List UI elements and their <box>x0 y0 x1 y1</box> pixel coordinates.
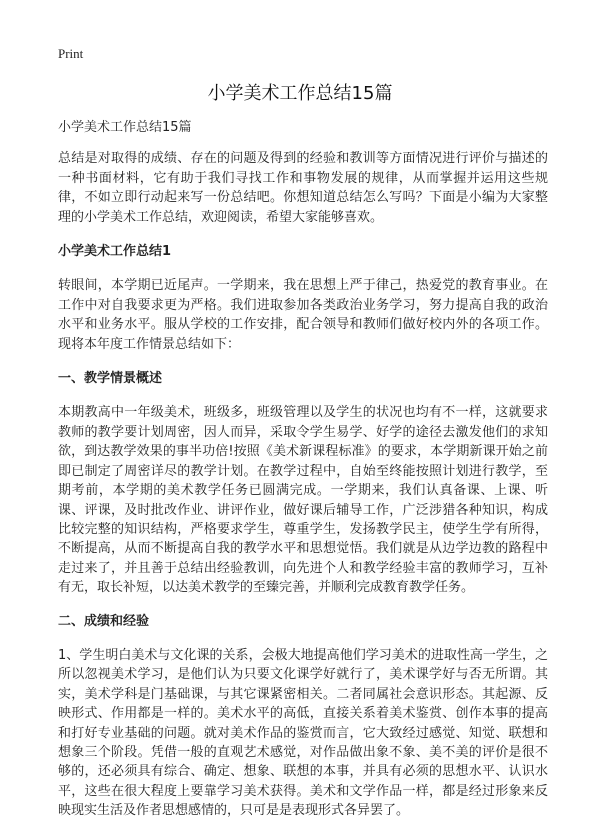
subsection-heading-overview: 一、教学情景概述 <box>58 371 163 387</box>
subsection-heading-achievements: 二、成绩和经验 <box>58 613 150 629</box>
intro-paragraph: 总结是对取得的成绩、存在的问题及得到的经验和教训等方面情况进行评价与描述的一种书面材料，它有助于我们寻找工作和事物发展的规律，从而掌握并运用这些规律，不如立即行动起来写一份总结吧。你想知道总结怎么写吗？下面是小编为大家整理的小学美术工作总结，欢迎阅读，希望大家能够喜欢。 <box>58 151 548 225</box>
document-subtitle: 小学美术工作总结15篇 <box>58 120 192 135</box>
section-heading: 小学美术工作总结1 <box>58 244 172 260</box>
print-link[interactable]: Print <box>58 46 84 61</box>
overview-paragraph: 本期教高中一年级美术，班级多，班级管理以及学生的状况也均有不一样，这就要求教师的教学要计划周密，因人而异，采取令学生易学、好学的途径去激发他们的求知欲，到达教学效果的事半功倍!按照《美术新课程标准》的要求，本学期新课开始之前即已制定了周密详尽的教学计划。在教学过程中，自始至终能按照计划进行教学，至期考前，本学期的美术教学任务已圆满完成。一学期来，我们认真备课、上课、听课、评课，及时批改作业、讲评作业，做好课后辅导工作，广泛涉猎各种知识，构成比较完整的知识结构，严格要求学生，尊重学生，发扬教学民主，使学生学有所得，不断提高，从而不断提高自我的教学水平和思想觉悟。我们就是从边学边教的路程中走过来了，并且善于总结出经验教训，向先进个人和教学经验丰富的教师学习，互补有无，取长补短，以达美术教学的至臻完善，并顺利完成教育教学任务。 <box>58 405 548 596</box>
document-body <box>58 118 548 821</box>
achievements-paragraph: 1、学生明白美术与文化课的关系，会极大地提高他们学习美术的进取性高一学生，之所以忽视美术学习，是他们认为只要文化课学好就行了，美术课学好与否无所谓。其实，美术学科是门基础课，与其它课紧密相关。二者同属社会意识形态。其起源、反映形式、作用都是一样的。美术水平的高低，直接关系着美术鉴赏、创作本事的提高和打好专业基础的问题。就对美术作品的鉴赏而言，它大致经过感觉、知觉、联想和想象三个阶段。凭借一般的直观艺术感觉，对作品做出象不象、美不美的评价是很不够的，还必须具有综合、确定、想象、联想的本事，并具有必须的思想水平、认识水平，这些在很大程度上要靠学习美术获得。美术和文学作品一样，都是经过形象来反映现实生活及作者思想感情的，只可是是表现形式各异罢了。 <box>58 647 548 819</box>
section-intro-paragraph: 转眼间，本学期已近尾声。一学期来，我在思想上严于律己，热爱党的教育事业。在工作中对自我要求更为严格。我们进取参加各类政治业务学习，努力提高自我的政治水平和业务水平。服从学校的工作安排，配合领导和教师们做好校内外的各项工作。现将本年度工作情景总结如下： <box>58 278 548 352</box>
page-title: 小学美术工作总结15篇 <box>207 83 393 104</box>
